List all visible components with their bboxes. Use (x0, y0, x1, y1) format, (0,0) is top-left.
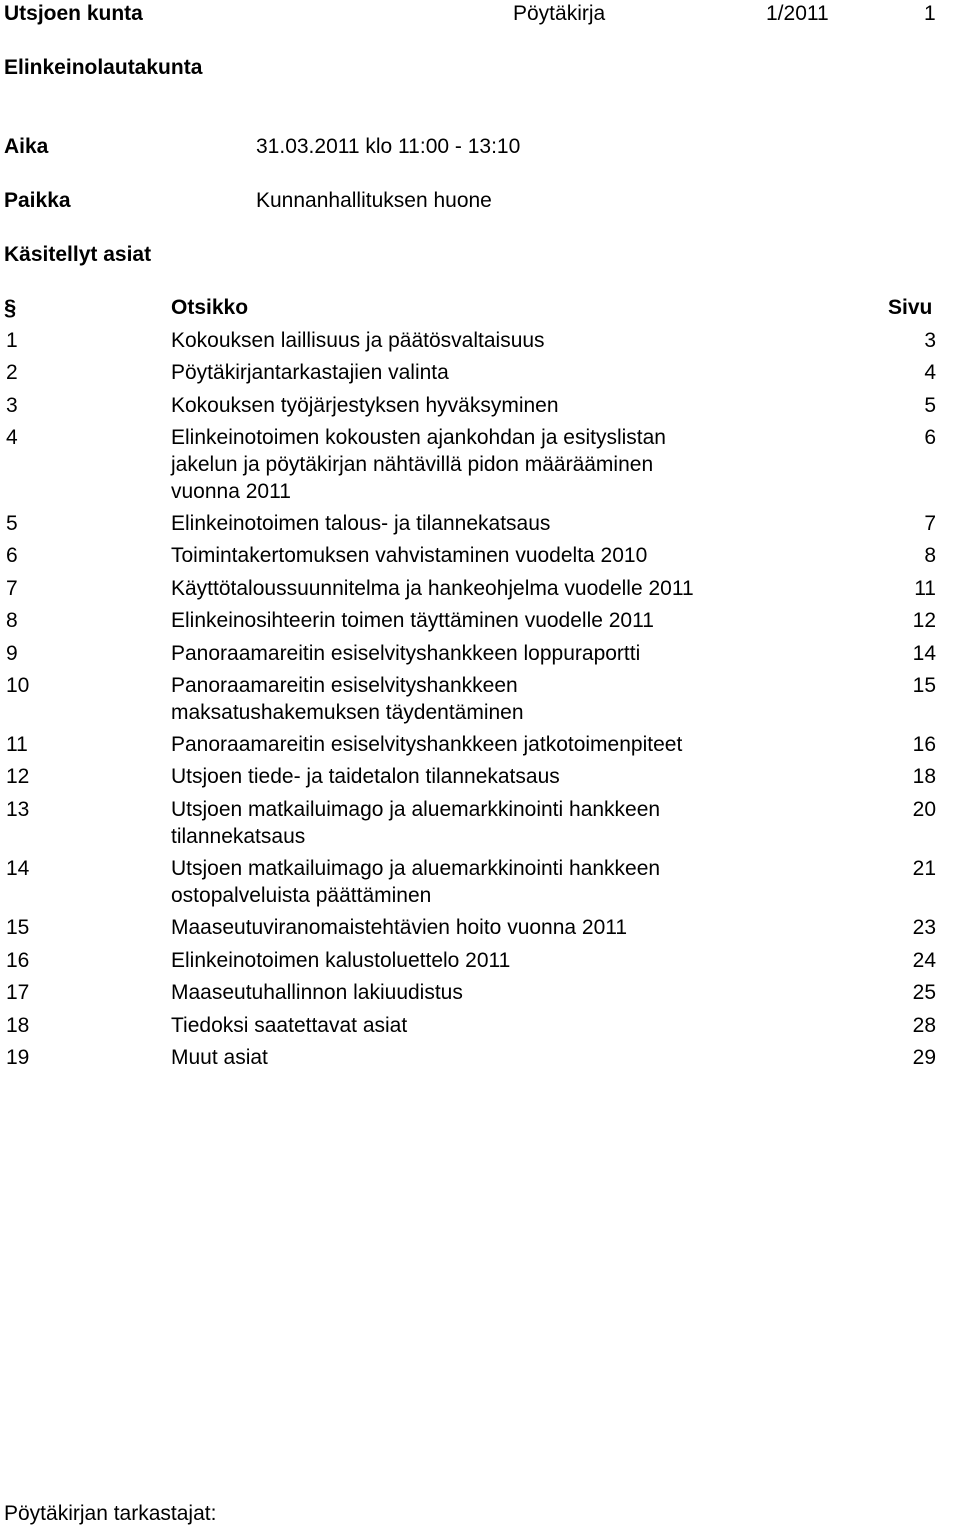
item-number: 17 (6, 981, 30, 1004)
section-sign-icon (4, 294, 18, 327)
item-page: 20 (912, 798, 936, 821)
place-label: Paikka (4, 189, 71, 212)
item-title: Kokouksen laillisuus ja päätösvaltaisuus (171, 329, 545, 352)
item-number: 18 (6, 1014, 30, 1037)
item-page: 6 (924, 426, 936, 449)
item-title: Panoraamareitin esiselvityshankkeen jatkotoimenpiteet (171, 733, 683, 756)
item-page: 12 (912, 609, 936, 632)
document-type: Pöytäkirja (513, 2, 606, 25)
item-page: 23 (912, 916, 936, 939)
item-title: Panoraamareitin esiselvityshankkeen maksatushakemuksen täydentäminen (171, 674, 524, 724)
item-page: 3 (924, 329, 936, 352)
item-title: Käyttötaloussuunnitelma ja hankeohjelma vuodelle 2011 (171, 577, 694, 600)
item-page: 15 (912, 674, 936, 697)
item-number: 5 (6, 512, 18, 535)
item-page: 18 (912, 765, 936, 788)
item-page: 8 (924, 544, 936, 567)
item-number: 13 (6, 798, 30, 821)
section-sign-glyph (4, 294, 18, 320)
item-number: 10 (6, 674, 30, 697)
column-header-title: Otsikko (171, 296, 249, 319)
item-title: Elinkeinotoimen kalustoluettelo 2011 (171, 949, 511, 972)
item-title: Tiedoksi saatettavat asiat (171, 1014, 408, 1037)
item-title: Toimintakertomuksen vahvistaminen vuodelta 2010 (171, 544, 648, 567)
item-page: 29 (912, 1046, 936, 1069)
item-title: Utsjoen tiede- ja taidetalon tilannekatsaus (171, 765, 560, 788)
item-page: 14 (912, 642, 936, 665)
item-page: 5 (924, 394, 936, 417)
item-title: Pöytäkirjantarkastajien valinta (171, 361, 449, 384)
minutes-inspectors-label: Pöytäkirjan tarkastajat: (4, 1502, 217, 1525)
item-title: Elinkeinotoimen talous- ja tilannekatsaus (171, 512, 551, 535)
item-title: Elinkeinosihteerin toimen täyttäminen vuodelle 2011 (171, 609, 654, 632)
item-page: 11 (914, 577, 936, 600)
organization-name: Utsjoen kunta (4, 2, 143, 25)
item-number: 2 (6, 361, 18, 384)
item-number: 15 (6, 916, 30, 939)
item-title: Maaseutuviranomaistehtävien hoito vuonna 2011 (171, 916, 628, 939)
item-number: 8 (6, 609, 18, 632)
item-number: 3 (6, 394, 18, 417)
item-page: 4 (924, 361, 936, 384)
item-number: 19 (6, 1046, 30, 1069)
item-number: 9 (6, 642, 18, 665)
item-page: 28 (912, 1014, 936, 1037)
column-header-page: Sivu (888, 296, 933, 319)
item-number: 16 (6, 949, 30, 972)
item-number: 4 (6, 426, 18, 449)
place-value: Kunnanhallituksen huone (256, 189, 492, 212)
item-page: 16 (912, 733, 936, 756)
time-label: Aika (4, 135, 49, 158)
item-number: 1 (6, 329, 18, 352)
item-number: 7 (6, 577, 18, 600)
document-number: 1/2011 (766, 2, 829, 25)
item-page: 25 (912, 981, 936, 1004)
item-page: 24 (912, 949, 936, 972)
page-number: 1 (924, 2, 936, 25)
item-page: 7 (924, 512, 936, 535)
item-number: 12 (6, 765, 30, 788)
item-title: Kokouksen työjärjestyksen hyväksyminen (171, 394, 559, 417)
handled-items-heading: Käsitellyt asiat (4, 243, 152, 266)
item-number: 14 (6, 857, 30, 880)
item-title: Elinkeinotoimen kokousten ajankohdan ja esityslistan jakelun ja pöytäkirjan nähtävillä pidon määrääminen vuonna 2011 (171, 426, 666, 503)
time-value: 31.03.2011 klo 11:00 - 13:10 (256, 135, 521, 158)
svg-text:§: § (4, 295, 17, 320)
item-page: 21 (912, 857, 936, 880)
item-title: Maaseutuhallinnon lakiuudistus (171, 981, 463, 1004)
item-title: Utsjoen matkailuimago ja aluemarkkinointi hankkeen ostopalveluista päättäminen (171, 857, 661, 907)
item-number: 6 (6, 544, 18, 567)
committee-name: Elinkeinolautakunta (4, 56, 203, 79)
item-title: Muut asiat (171, 1046, 268, 1069)
item-title: Utsjoen matkailuimago ja aluemarkkinointi hankkeen tilannekatsaus (171, 798, 661, 848)
item-title: Panoraamareitin esiselvityshankkeen loppuraportti (171, 642, 641, 665)
item-number: 11 (6, 733, 28, 756)
